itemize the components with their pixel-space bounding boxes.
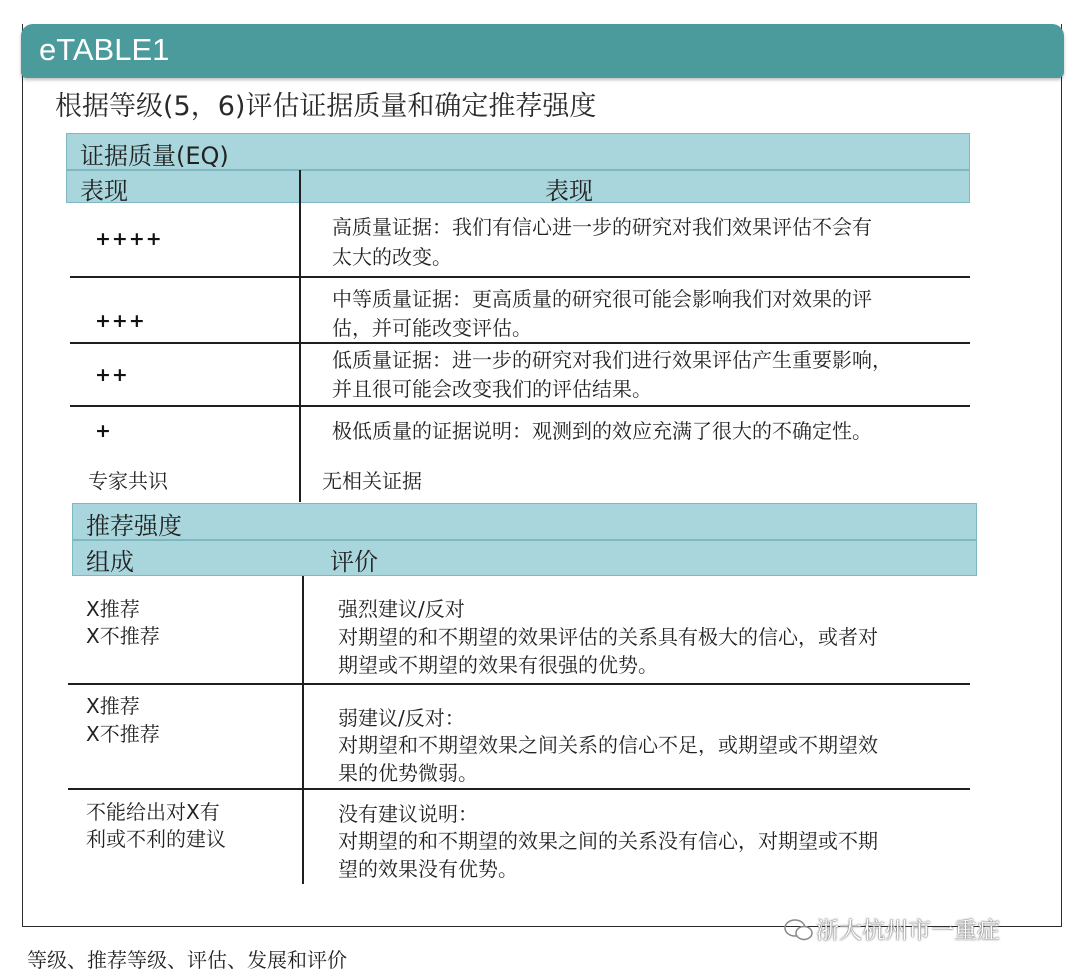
recommendation-left: X推荐 [86,597,140,621]
recommendation-description: 期望或不期望的效果有很强的优势。 [338,653,658,677]
recommendation-title: 弱建议/反对： [338,706,465,730]
title-bar [21,24,1064,78]
recommendation-divider-vertical [302,576,304,884]
expert-consensus-desc: 无相关证据 [322,469,422,493]
recommendation-description: 果的优势微弱。 [338,761,478,785]
recommendation-description: 对期望的和不期望的效果评估的关系具有极大的信心，或者对 [338,625,878,649]
row-divider [70,342,970,344]
recommendation-column-header [72,540,977,576]
recommendation-description: 望的效果没有优势。 [338,857,518,881]
recommendation-description: 对期望和不期望效果之间关系的信心不足，或期望或不期望效 [338,733,878,757]
recommendation-title: 没有建议说明： [338,802,478,826]
recommendation-col2-header: 评价 [330,548,378,576]
watermark: 浙大杭州市一重症 [816,918,1000,944]
evidence-description: 低质量证据：进一步的研究对我们进行效果评估产生重要影响， [332,348,892,372]
wechat-icon [784,918,814,942]
recommendation-left: 不能给出对X有 [86,800,220,824]
evidence-section-title: 证据质量(EQ) [80,142,229,170]
recommendation-left: X推荐 [86,694,140,718]
footer-note: 等级、推荐等级、评估、发展和评价 [27,948,347,972]
evidence-divider-vertical [299,170,301,502]
recommendation-section-title: 推荐强度 [86,512,182,540]
evidence-description: 太大的改变。 [332,245,452,269]
recommendation-title: 强烈建议/反对 [338,597,465,621]
evidence-description: 中等质量证据：更高质量的研究很可能会影响我们对效果的评 [332,287,872,311]
recommendation-left: X不推荐 [86,624,160,648]
evidence-symbol: + [95,420,112,442]
evidence-description: 并且很可能会改变我们的评估结果。 [332,377,652,401]
evidence-column-header [66,170,970,203]
row-divider [68,788,970,790]
evidence-description: 高质量证据：我们有信心进一步的研究对我们效果评估不会有 [332,215,872,239]
recommendation-description: 对期望的和不期望的效果之间的关系没有信心，对期望或不期 [338,829,878,853]
evidence-description: 估，并可能改变评估。 [332,316,532,340]
slide-title: eTABLE1 [39,32,170,67]
row-divider [68,683,970,685]
row-divider [70,405,970,407]
evidence-col1-header: 表现 [80,177,128,205]
evidence-symbol: +++ [95,310,146,332]
recommendation-left: 利或不利的建议 [86,827,226,851]
recommendation-left: X不推荐 [86,722,160,746]
expert-consensus-label: 专家共识 [88,469,168,493]
table-subtitle: 根据等级(5，6)评估证据质量和确定推荐强度 [55,91,597,122]
evidence-symbol: ++ [95,364,129,386]
row-divider [70,276,970,278]
evidence-symbol: ++++ [95,228,163,250]
evidence-col2-header: 表现 [545,177,593,205]
recommendation-col1-header: 组成 [86,548,134,576]
evidence-section-header [66,133,970,170]
evidence-description: 极低质量的证据说明：观测到的效应充满了很大的不确定性。 [332,419,872,443]
recommendation-section-header [72,503,977,540]
